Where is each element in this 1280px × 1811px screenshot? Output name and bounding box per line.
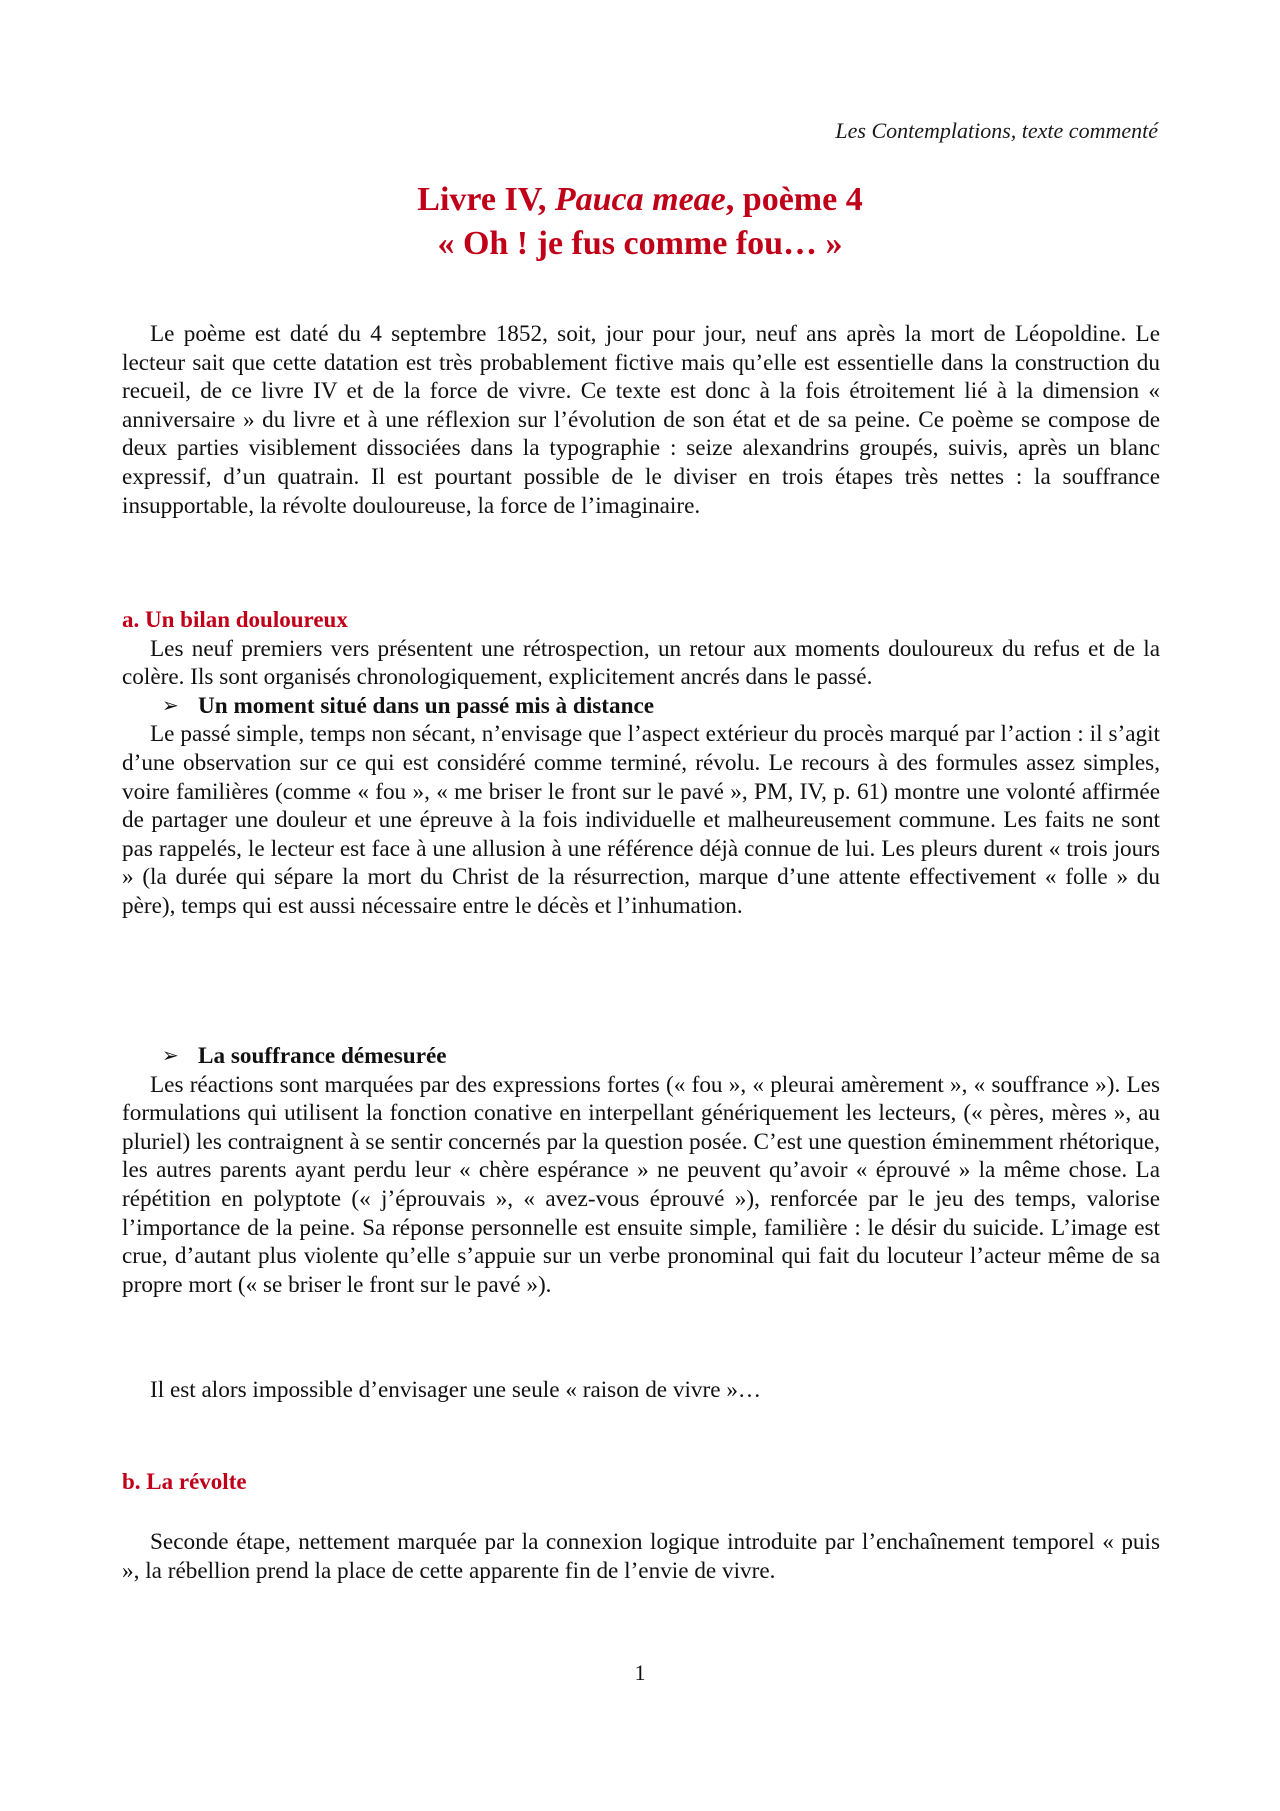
section-b-body — [122, 1528, 1160, 1585]
section-b-heading: b. La révolte — [122, 1469, 247, 1494]
title-italic: Pauca meae — [554, 181, 726, 218]
running-header: Les Contemplations, texte commenté — [835, 118, 1158, 143]
title-prefix: Livre IV, — [417, 181, 555, 218]
subsection-2 — [122, 1042, 1160, 1299]
subsection-1-heading — [122, 692, 1160, 721]
title-suffix: , poème 4 — [725, 181, 863, 218]
title-line-2: « Oh ! je fus comme fou… » — [437, 225, 843, 262]
subsection-2-text: Les réactions sont marquées par des expressions fortes (« fou », « pleurai amèrement », « souffrance »). Les formulations qui utilisent la fonction conative en interpellant génériquement les lecteurs, (« pères, mères », au pluriel) les contraignent à se sentir concernés par la question posée. C’est une question éminemment rhétorique, les autres parents ayant perdu leur « chère espérance » ne peuvent qu’avoir « éprouvé » la même chose. La répétition en polyptote (« j’éprouvais », « avez-vous éprouvé »), renforcée par le jeu des temps, valorise l’importance de la peine. Sa réponse personnelle est ensuite simple, familière : le désir du suicide. L’image est crue, d’autant plus violente qu’elle s’appuie sur un verbe pronominal qui fait du locuteur l’acteur même de sa propre mort (« se briser le front sur le pavé »). — [122, 1071, 1160, 1298]
subsection-2-title: La souffrance démesurée — [198, 1043, 447, 1069]
section-b — [122, 1468, 1160, 1497]
section-a-intro: Les neuf premiers vers présentent une rétrospection, un retour aux moments douloureux du refus et de la colère. Ils sont organisés chronologiquement, explicitement ancrés dans le passé. — [122, 635, 1160, 691]
intro-paragraph: Le poème est daté du 4 septembre 1852, soit, jour pour jour, neuf ans après la mort de Léopoldine. Le lecteur sait que cette datation est très probablement fictive mais qu’elle est essentielle dans la construction du recueil, de ce livre IV et de la force de vivre. Ce texte est donc à la fois étroitement lié à la dimension « anniversaire » du livre et à une réflexion sur l’évolution de son état et de sa peine. Ce poème se compose de deux parties visiblement dissociées dans la typographie : seize alexandrins groupés, suivis, après un blanc expressif, d’un quatrain. Il est pourtant possible de le diviser en trois étapes très nettes : la souffrance insupportable, la révolte douloureuse, la force de l’imaginaire. — [122, 321, 1160, 519]
intro-section — [122, 320, 1160, 520]
section-a-conclusion-text: Il est alors impossible d’envisager une seule « raison de vivre »… — [150, 1377, 762, 1403]
section-a-conclusion — [122, 1376, 1160, 1405]
section-b-text: Seconde étape, nettement marquée par la connexion logique introduite par l’enchaînement temporel « puis », la rébellion prend la place de cette apparente fin de l’envie de vivre. — [122, 1529, 1160, 1584]
title-line-1 — [0, 178, 1280, 222]
page-title — [0, 178, 1280, 266]
subsection-1-title: Un moment situé dans un passé mis à distance — [198, 692, 655, 719]
section-a — [122, 606, 1160, 921]
page-number: 1 — [634, 1660, 646, 1685]
arrow-bullet-icon: ➢ — [162, 1045, 179, 1067]
subsection-2-heading — [122, 1042, 1160, 1071]
arrow-bullet-icon: ➢ — [162, 694, 179, 717]
subsection-1-text: Le passé simple, temps non sécant, n’envisage que l’aspect extérieur du procès marqué par l’action : il s’agit d’une observation sur ce qui est considéré comme terminé, révolu. Le recours à des formules assez simples, voire familières (comme « fou », « me briser le front sur le pavé », PM, IV, p. 61) montre une volonté affirmée de partager une douleur et une épreuve à la fois individuelle et malheureusement commune. Les faits ne sont pas rappelés, le lecteur est face à une allusion à une référence déjà connue de lui. Les pleurs durent « trois jours » (la durée qui sépare la mort du Christ de la résurrection, marque d’une attente effectivement « folle » du père), temps qui est aussi nécessaire entre le décès et l’inhumation. — [122, 721, 1160, 919]
section-a-heading: a. Un bilan douloureux — [122, 607, 348, 632]
